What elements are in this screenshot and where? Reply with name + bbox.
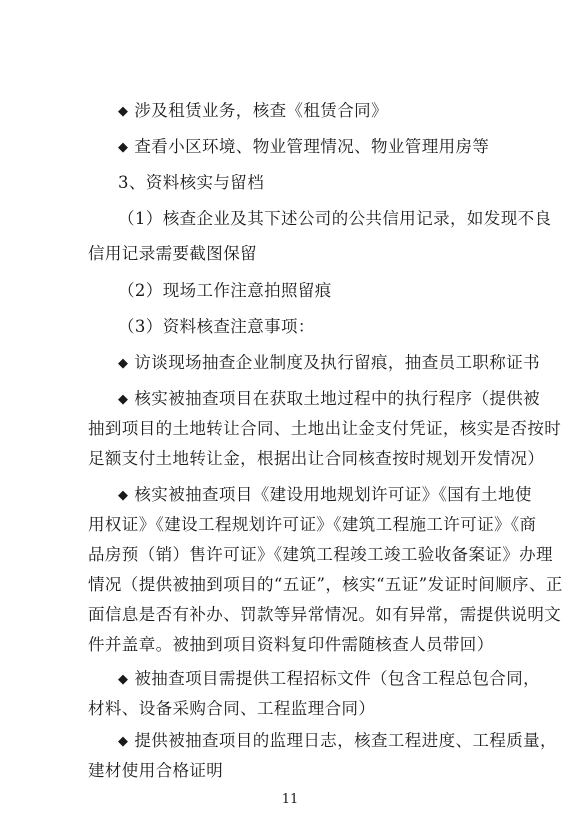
bullet-line [118,352,540,375]
paragraph-text: （3）资料核查注意事项： [118,317,315,336]
paragraph-text: 访谈现场抽查企业制度及执行留痕，抽查员工职称证书 [134,353,541,372]
paragraph-text: （1）核查企业及其下述公司的公共信用记录，如发现不良 [118,209,552,228]
paragraph-text: 涉及租赁业务，核查《租赁合同》 [134,101,388,120]
paragraph-text: 足额支付土地转让金，根据出让合同核查按时规划开发情况） [88,449,545,468]
paragraph-line [88,448,544,470]
bullet-line [118,388,540,411]
section-heading-text: 3、资料核实与留档 [118,173,265,192]
bullet-line [118,484,532,507]
paragraph-line [88,514,536,536]
paragraph-text: 面信息是否有补办、罚款等异常情况。如有异常，需提供说明文 [88,605,562,624]
paragraph-text: 件并盖章。被抽到项目资料复印件需随核查人员带回） [88,635,494,654]
paragraph-text: 查看小区环境、物业管理情况、物业管理用房等 [134,137,490,156]
bullet-line [118,136,489,159]
paragraph-line [118,280,332,302]
paragraph-line [118,208,551,230]
paragraph-text: 核实被抽查项目在获取土地过程中的执行程序（提供被 [134,389,541,408]
paragraph-text: 品房预（销）售许可证》《建筑工程竣工竣工验收备案证》办理 [88,545,553,564]
paragraph-text: 情况（提供被抽到项目的“五证”，核实“五证”发证时间顺序、正 [88,575,563,594]
paragraph-line [88,604,561,626]
bullet-line [118,730,557,753]
diamond-bullet-icon: ◆ [118,672,129,687]
paragraph-line [88,418,561,440]
paragraph-text: （2）现场工作注意拍照留痕 [118,281,332,300]
paragraph-text: 建材使用合格证明 [88,761,224,780]
diamond-bullet-icon: ◆ [118,356,129,371]
bullet-line [118,100,388,123]
diamond-bullet-icon: ◆ [118,104,129,119]
bullet-line [118,668,540,691]
diamond-bullet-icon: ◆ [118,140,129,155]
paragraph-line [88,698,375,720]
diamond-bullet-icon: ◆ [118,392,129,407]
diamond-bullet-icon: ◆ [118,734,129,749]
paragraph-line [88,760,223,782]
paragraph-line [88,243,257,265]
paragraph-text: 用权证》《建设工程规划许可证》《建筑工程施工许可证》《商 [88,515,537,534]
paragraph-text: 材料、设备采购合同、工程监理合同） [88,699,376,718]
section-heading [118,172,264,194]
paragraph-line [88,544,553,566]
paragraph-line [88,634,494,656]
paragraph-text: 信用记录需要截图保留 [88,244,257,263]
paragraph-line [118,316,315,338]
paragraph-text: 提供被抽查项目的监理日志，核查工程进度、工程质量， [134,731,557,750]
paragraph-text: 核实被抽查项目《建设用地规划许可证》《国有土地使 [134,485,532,504]
diamond-bullet-icon: ◆ [118,488,129,503]
page-number: 11 [281,792,299,807]
paragraph-line [88,574,563,596]
paragraph-text: 被抽查项目需提供工程招标文件（包含工程总包合同， [134,669,541,688]
paragraph-text: 抽到项目的土地转让合同、土地出让金支付凭证，核实是否按时 [88,419,562,438]
